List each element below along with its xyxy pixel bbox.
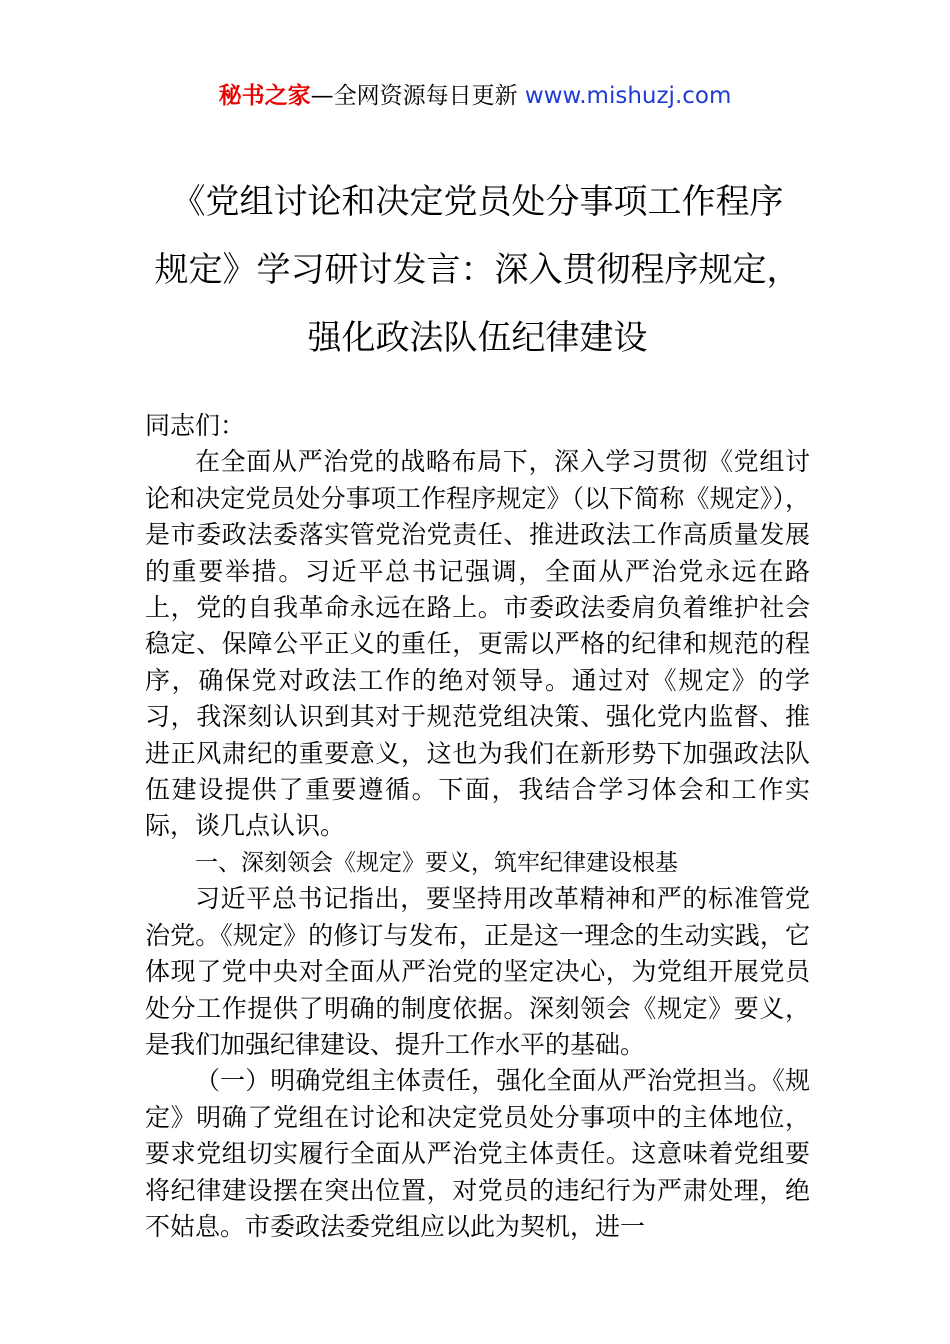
salutation: 同志们： xyxy=(145,411,246,440)
site-brand: 秘书之家 xyxy=(218,83,311,109)
paragraph-intro: 在全面从严治党的战略布局下，深入学习贯彻《党组讨论和决定党员处分事项工作程序规定》（以下简称《规定》），是市委政法委落实管党治党责任、推进政法工作高质量发展的重要举措。习近平总书记强调，全面从严治党永远在路上，党的自我革命永远在路上。市委政法委肩负着维护社会稳定、保障公平正义的重任，更需以严格的纪律和规范的程序，确保党对政法工作的绝对领导。通过对《规定》的学习，我深刻认识到其对于规范党组决策、强化党内监督、推进正风肃纪的重要意义，这也为我们在新形势下加强政法队伍建设提供了重要遵循。下面，我结合学习体会和工作实际，谈几点认识。 xyxy=(145,447,810,841)
paragraph-subsection-1: （一）明确党组主体责任，强化全面从严治党担当。《规定》明确了党组在讨论和决定党员处分事项中的主体地位，要求党组切实履行全面从严治党主体责任。这意味着党组要将纪律建设摆在突出位置，对党员的违纪行为严肃处理，绝不姑息。市委政法委党组应以此为契机，进一 xyxy=(145,1066,810,1241)
site-tagline: —全网资源每日更新 xyxy=(310,83,525,109)
site-header xyxy=(0,80,950,112)
document-title xyxy=(145,168,810,372)
title-line-1: 《党组讨论和决定党员处分事项工作程序 xyxy=(171,182,784,222)
title-line-3: 强化政法队伍纪律建设 xyxy=(307,318,648,358)
section-heading-1: 一、深刻领会《规定》要义，筑牢纪律建设根基 xyxy=(195,849,678,876)
document-body xyxy=(145,408,810,1245)
site-url-link[interactable]: www.mishuzj.com xyxy=(524,83,732,109)
title-line-2: 规定》学习研讨发言：深入贯彻程序规定， xyxy=(154,250,801,290)
paragraph-section-1: 习近平总书记指出，要坚持用改革精神和严的标准管党治党。《规定》的修订与发布，正是这一理念的生动实践，它体现了党中央对全面从严治党的坚定决心，为党组开展党员处分工作提供了明确的制度依据。深刻领会《规定》要义，是我们加强纪律建设、提升工作水平的基础。 xyxy=(145,884,810,1059)
